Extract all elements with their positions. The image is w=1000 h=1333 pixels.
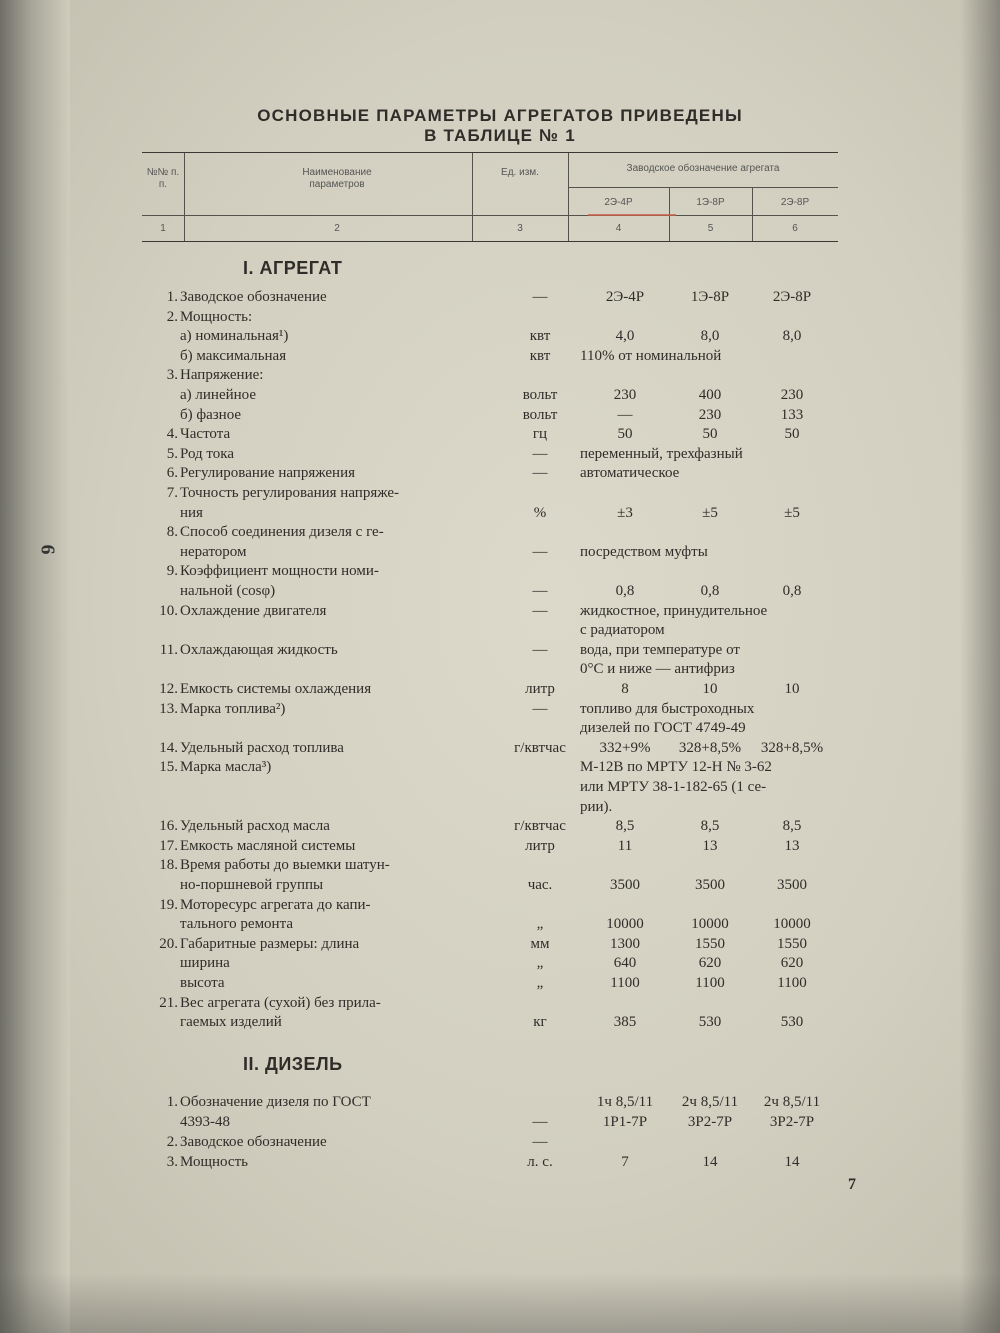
header-name: Наименование параметров: [302, 167, 372, 190]
parameter-label: 4393-48: [180, 1114, 230, 1130]
title-line-1: ОСНОВНЫЕ ПАРАМЕТРЫ АГРЕГАТОВ ПРИВЕДЕНЫ: [257, 106, 743, 125]
parameter-value: 2ч 8,5/11: [681, 1094, 739, 1110]
parameter-label: Заводское обозначение: [180, 1134, 327, 1150]
parameter-row: [140, 307, 840, 327]
parameter-value: 10000: [773, 916, 811, 933]
parameter-number: 5.: [166, 445, 178, 462]
parameter-value: 400: [698, 387, 722, 403]
parameter-number: 2.: [166, 1134, 178, 1150]
parameter-value: 4,0: [615, 328, 635, 345]
parameter-row: [140, 1112, 840, 1132]
parameter-row: [140, 561, 840, 581]
parameter-value: 2ч 8,5/11: [763, 1094, 821, 1110]
parameter-value: 0,8: [615, 583, 635, 599]
parameter-label: Род тока: [180, 445, 234, 462]
parameter-row: [140, 640, 840, 660]
parameter-row: [140, 993, 840, 1013]
parameter-row: [140, 346, 840, 366]
parameter-row: [140, 699, 840, 719]
bottom-shadow: [0, 1273, 1000, 1333]
page-edge-shadow: [960, 0, 1000, 1333]
parameter-unit: г/квтчас: [514, 739, 566, 756]
parameter-number: 12.: [159, 681, 178, 697]
parameter-number: 20.: [159, 935, 178, 952]
parameter-row: [140, 405, 840, 425]
parameter-row: [140, 973, 840, 993]
parameter-value: 8,5: [782, 818, 802, 835]
parameter-number: 21.: [159, 994, 178, 1011]
header-index: 5: [707, 223, 714, 234]
parameter-number: 3.: [166, 1154, 178, 1170]
parameter-unit: —: [532, 1134, 548, 1150]
parameter-value: 8,0: [782, 328, 802, 345]
header-unit: Ед. изм.: [501, 167, 539, 178]
header-divider: [568, 187, 838, 188]
parameter-unit: вольт: [522, 406, 558, 423]
header-index: 2: [334, 223, 340, 234]
parameter-unit: кг: [533, 1014, 547, 1031]
parameter-value: 50: [784, 426, 800, 443]
parameter-row: [140, 1012, 840, 1032]
header-divider: [472, 153, 473, 241]
parameter-value: 10000: [691, 916, 729, 933]
parameter-label: Охлаждение двигателя: [180, 602, 327, 619]
parameter-value: 530: [698, 1014, 722, 1031]
parameter-value: 2Э-4Р: [605, 289, 645, 305]
parameter-value: 14: [784, 1154, 800, 1170]
parameter-value: 640: [613, 955, 637, 972]
parameter-label: Частота: [180, 426, 231, 443]
parameter-label: Регулирование напряжения: [180, 465, 356, 482]
parameter-row: [140, 718, 840, 738]
table-header: [142, 152, 838, 242]
parameter-value: топливо для быстроходных: [580, 700, 755, 717]
parameter-row: [140, 601, 840, 621]
parameter-label: ния: [180, 504, 203, 521]
parameter-value: 8,5: [615, 818, 635, 835]
parameter-row: [140, 483, 840, 503]
parameter-value: 8,0: [700, 328, 720, 345]
parameter-value: переменный, трехфазный: [580, 445, 743, 462]
parameter-label: Мощность: [180, 1154, 248, 1170]
parameter-value: 133: [780, 406, 804, 423]
parameter-value: 1Р1-7Р: [602, 1114, 648, 1130]
header-index: 3: [517, 223, 523, 234]
parameter-unit: час.: [527, 877, 553, 893]
parameter-label: нератором: [180, 543, 247, 560]
parameter-row: [140, 385, 840, 405]
parameter-label: Мощность:: [180, 308, 253, 325]
parameter-label: тального ремонта: [180, 916, 293, 933]
header-divider: [184, 153, 185, 241]
parameter-number: 7.: [166, 485, 178, 501]
parameter-label: Заводское обозначение: [180, 289, 327, 305]
book-spine: [0, 0, 70, 1333]
parameter-value: 230: [613, 387, 637, 403]
parameter-value: 3500: [777, 877, 807, 893]
parameter-value: 14: [702, 1154, 718, 1170]
parameter-unit: „: [536, 975, 544, 991]
parameter-number: 13.: [159, 700, 178, 717]
parameter-row: [140, 777, 840, 797]
parameter-unit: л. с.: [527, 1154, 553, 1170]
parameter-label: Точность регулирования напряже-: [180, 485, 400, 501]
parameter-row: [140, 424, 840, 444]
section-aggregate-title: I. АГРЕГАТ: [243, 258, 343, 278]
parameter-label: Время работы до выемки шатун-: [180, 857, 390, 874]
parameter-row: [140, 287, 840, 307]
parameter-label: Удельный расход масла: [180, 818, 330, 835]
parameter-row: [140, 522, 840, 542]
parameter-value: 13: [702, 837, 718, 854]
parameter-label: Емкость масляной системы: [180, 837, 356, 854]
parameter-row: [140, 1152, 840, 1172]
header-index: 1: [160, 223, 166, 234]
parameter-label: нальной (cosφ): [180, 583, 276, 599]
parameter-value: вода, при температуре от: [580, 641, 740, 658]
parameter-value: автоматическое: [580, 465, 680, 482]
parameter-unit: —: [532, 289, 548, 305]
parameter-value: 2Э-8Р: [772, 289, 812, 305]
parameter-value: 1Э-8Р: [690, 289, 730, 305]
parameter-row: [140, 326, 840, 346]
parameter-row: [140, 855, 840, 875]
header-num: №№ п. п.: [146, 167, 180, 190]
parameter-row: [140, 895, 840, 915]
parameter-label: Марка топлива²): [180, 700, 286, 717]
parameter-value: ±5: [784, 504, 800, 521]
parameter-unit: мм: [530, 935, 550, 952]
parameter-unit: г/квтчас: [514, 818, 566, 835]
parameter-value: жидкостное, принудительное: [580, 602, 768, 619]
parameter-value: 50: [617, 426, 633, 443]
spine-page-number: 6: [36, 544, 59, 555]
parameter-row: [140, 875, 840, 895]
parameter-row: [140, 914, 840, 934]
parameter-row: [140, 659, 840, 679]
parameter-unit: —: [532, 465, 548, 482]
red-pencil-mark: [588, 214, 676, 216]
parameter-value: дизелей по ГОСТ 4749-49: [580, 720, 746, 737]
parameter-value: 328+8,5%: [678, 739, 742, 756]
header-model-3: 2Э-8Р: [780, 197, 810, 208]
parameter-number: 14.: [159, 739, 178, 756]
parameter-value: 332+9%: [599, 739, 651, 756]
parameter-unit: %: [533, 504, 547, 521]
parameter-row: [140, 816, 840, 836]
parameter-value: с радиатором: [580, 622, 665, 639]
section-diesel-title: II. ДИЗЕЛЬ: [243, 1054, 343, 1074]
parameter-row: [140, 1092, 840, 1112]
parameter-value: 110% от номинальной: [580, 347, 722, 364]
parameter-value: 1100: [695, 975, 725, 991]
parameter-number: 10.: [159, 602, 178, 619]
parameter-label: Напряжение:: [180, 367, 264, 384]
parameter-row: [140, 444, 840, 464]
parameter-label: гаемых изделий: [180, 1014, 282, 1031]
header-index: 6: [792, 223, 798, 234]
parameter-value: 1550: [695, 935, 725, 952]
parameter-value: 620: [780, 955, 804, 972]
parameter-label: Охлаждающая жидкость: [180, 641, 338, 658]
parameter-value: 3500: [610, 877, 640, 893]
parameter-value: 13: [784, 837, 800, 854]
parameter-value: 3Р2-7Р: [769, 1114, 815, 1130]
parameter-unit: —: [532, 1114, 548, 1130]
parameter-unit: вольт: [522, 387, 558, 403]
parameter-value: 530: [780, 1014, 804, 1031]
parameter-value: рии).: [580, 798, 613, 815]
header-group: Заводское обозначение агрегата: [626, 163, 780, 174]
title-line-2: В ТАБЛИЦЕ № 1: [424, 126, 576, 145]
header-index: 4: [615, 223, 622, 234]
parameter-unit: —: [532, 445, 548, 462]
header-model-2: 1Э-8Р: [696, 197, 725, 208]
parameter-label: Марка масла³): [180, 759, 272, 776]
page-number: 7: [848, 1176, 856, 1193]
parameter-value: 1ч 8,5/11: [596, 1094, 654, 1110]
parameter-value: 1300: [610, 935, 640, 952]
parameter-value: 1100: [610, 975, 640, 991]
parameter-label: высота: [180, 975, 225, 991]
parameter-unit: „: [536, 955, 544, 972]
parameter-value: 3500: [695, 877, 725, 893]
parameter-value: 8: [621, 681, 629, 697]
parameter-row: [140, 953, 840, 973]
parameter-value: 620: [698, 955, 722, 972]
parameter-number: 3.: [166, 367, 178, 384]
parameter-row: [140, 679, 840, 699]
parameter-label: Емкость системы охлаждения: [180, 681, 372, 697]
parameter-unit: —: [532, 602, 548, 619]
parameter-label: но-поршневой группы: [180, 877, 324, 893]
parameter-value: 8,5: [700, 818, 720, 835]
parameter-number: 11.: [159, 641, 178, 658]
parameter-label: б) фазное: [180, 406, 242, 423]
parameter-value: 0,8: [700, 583, 720, 599]
parameter-value: 230: [780, 387, 804, 403]
parameter-number: 1.: [166, 289, 178, 305]
parameter-number: 8.: [166, 524, 178, 541]
parameter-row: [140, 757, 840, 777]
parameter-unit: —: [532, 583, 548, 599]
parameter-label: Коэффициент мощности номи-: [180, 563, 379, 580]
parameter-row: [140, 797, 840, 817]
parameter-value: 328+8,5%: [760, 739, 824, 756]
parameter-unit: —: [532, 641, 548, 658]
parameter-unit: квт: [529, 347, 551, 364]
parameter-label: ширина: [180, 955, 230, 972]
parameter-unit: квт: [529, 328, 551, 345]
parameter-value: 10000: [606, 916, 644, 933]
parameter-number: 17.: [159, 837, 178, 854]
parameter-label: Моторесурс агрегата до капи-: [180, 896, 371, 913]
parameter-value: или МРТУ 38-1-182-65 (1 се-: [580, 779, 767, 795]
parameter-row: [140, 620, 840, 640]
parameter-label: а) линейное: [180, 387, 256, 403]
parameter-row: [140, 463, 840, 483]
parameter-value: 230: [698, 406, 722, 423]
parameter-value: 10: [702, 681, 718, 697]
parameter-value: М-12В по МРТУ 12-Н № 3-62: [580, 759, 772, 776]
parameter-unit: литр: [525, 837, 555, 854]
parameter-unit: литр: [525, 681, 555, 697]
parameter-value: 1550: [777, 935, 807, 952]
parameter-row: [140, 581, 840, 601]
parameter-row: [140, 934, 840, 954]
parameter-value: ±3: [617, 504, 633, 521]
parameter-value: ±5: [702, 504, 718, 521]
parameter-number: 18.: [159, 857, 178, 874]
parameter-value: 385: [613, 1014, 637, 1031]
parameter-value: посредством муфты: [580, 543, 708, 560]
parameter-number: 9.: [166, 563, 178, 580]
parameter-value: 1100: [777, 975, 807, 991]
parameter-label: Вес агрегата (сухой) без прила-: [180, 994, 381, 1011]
parameter-row: [140, 738, 840, 758]
parameter-value: —: [617, 406, 633, 423]
parameter-number: 4.: [166, 426, 178, 443]
parameter-number: 1.: [166, 1094, 178, 1110]
parameter-label: Габаритные размеры: длина: [180, 935, 360, 952]
parameter-value: 3Р2-7Р: [687, 1114, 733, 1130]
parameter-value: 7: [621, 1154, 629, 1170]
parameter-row: [140, 836, 840, 856]
header-model-1: 2Э-4Р: [604, 197, 633, 208]
parameter-value: 0,8: [782, 583, 802, 599]
parameter-value: 50: [702, 426, 718, 443]
parameter-unit: гц: [532, 426, 548, 443]
parameter-value: 10: [784, 681, 800, 697]
header-divider: [142, 215, 838, 216]
parameter-row: [140, 1132, 840, 1152]
parameter-value: 11: [617, 837, 633, 854]
parameter-unit: —: [532, 543, 548, 560]
parameter-label: а) номинальная¹): [180, 328, 289, 345]
parameter-value: 0°С и ниже — антифриз: [580, 661, 735, 678]
parameter-unit: —: [532, 700, 548, 717]
parameter-number: 16.: [159, 818, 178, 835]
parameter-label: б) максимальная: [180, 347, 287, 364]
parameter-label: Удельный расход топлива: [180, 739, 344, 756]
parameter-row: [140, 365, 840, 385]
parameter-row: [140, 503, 840, 523]
parameter-row: [140, 542, 840, 562]
parameter-number: 15.: [159, 759, 178, 776]
parameter-number: 19.: [159, 896, 178, 913]
parameter-label: Способ соединения дизеля с ге-: [180, 524, 384, 541]
parameter-label: Обозначение дизеля по ГОСТ: [180, 1094, 371, 1110]
parameter-number: 2.: [166, 308, 178, 325]
parameter-number: 6.: [166, 465, 178, 482]
parameter-unit: „: [536, 916, 544, 933]
